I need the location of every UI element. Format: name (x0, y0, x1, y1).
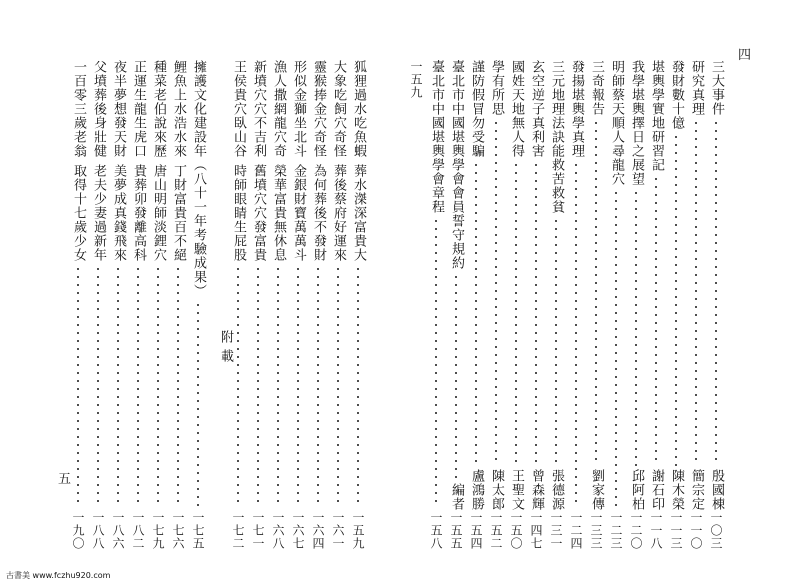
entry-author: 王聖文 (509, 469, 524, 511)
entry-page: 一三三 (589, 511, 603, 550)
leader-dots (237, 265, 239, 508)
entry-page: 一五四 (469, 511, 483, 550)
toc-entry (446, 60, 466, 550)
entry-title: 臺北市中國堪輿學會章程 (429, 60, 444, 214)
leader-dots (337, 265, 339, 508)
entry-page: 一五九 (351, 511, 365, 550)
entry-page: 一八二 (131, 511, 145, 550)
site-footer: 古書美 www.fczhu920.com (6, 571, 111, 580)
entry-title: 種菜老伯說來歷 (151, 60, 166, 158)
toc-entry (168, 60, 188, 550)
entry-title: 謹防假冒勿受騙 (469, 60, 484, 158)
entry-page: 一二三 (609, 511, 623, 550)
entry-title: 形似金獅坐北斗 (291, 60, 306, 158)
entry-page: 一八八 (91, 511, 105, 550)
page-number-left: 五 (58, 472, 72, 487)
entry-title: 我學堪輿擇日之展望 (629, 60, 644, 186)
leader-dots (655, 175, 657, 466)
entry-page: 一六一 (331, 511, 345, 550)
toc-entry (666, 60, 686, 550)
entry-title: 父墳葬後身壯健 (91, 60, 106, 158)
entry-subtitle: 丁財富貴百不絕 (171, 164, 186, 262)
entry-title: 堪輿學實地研習記 (649, 60, 664, 172)
leader-dots (157, 265, 159, 508)
entry-subtitle: 金銀財寶萬萬斗 (291, 164, 306, 262)
entry-page: 一一三 (669, 511, 683, 550)
toc-entry (148, 60, 168, 550)
entry-author: 張德源 (549, 469, 564, 511)
entry-page: 一九〇 (71, 511, 85, 550)
entry-title: 明師蔡天順人尋龍穴 (609, 60, 624, 186)
entry-page: 一二〇 (629, 511, 643, 550)
entry-page: 一七五 (191, 511, 205, 550)
entry-title: 臺北市中國堪輿學會會員誓守規約 (449, 60, 464, 270)
entry-title: 發財數十億 (669, 60, 684, 130)
leader-dots (455, 273, 457, 480)
toc-entry (546, 60, 566, 550)
entry-title: 學有所思 (489, 60, 504, 116)
entry-page: 一六四 (311, 511, 325, 550)
leader-dots (695, 119, 697, 466)
toc-entry (88, 60, 108, 550)
right-page (405, 0, 793, 585)
entry-author: 劉家傳 (589, 469, 604, 511)
leader-dots (475, 161, 477, 466)
toc-entry (348, 60, 368, 550)
toc-entry (626, 60, 646, 550)
entry-title: 正運生龍生虎口 (131, 60, 146, 158)
toc-entry (686, 60, 706, 550)
entry-page: 一一〇 (689, 511, 703, 550)
entry-title: 靈猴捧金穴奇怪 (311, 60, 326, 158)
toc-entry (228, 60, 248, 550)
toc-entry (108, 60, 128, 550)
leader-dots (137, 265, 139, 508)
entry-page: 一〇三 (709, 511, 723, 550)
leader-dots (715, 119, 717, 466)
entry-page: 一七二 (231, 511, 245, 550)
entry-title: 新墳穴穴不吉利 (251, 60, 266, 158)
entry-page: 一七九 (151, 511, 165, 550)
leader-dots (575, 161, 577, 508)
entry-title: 三奇報告 (589, 60, 604, 116)
entry-page: 一五八 (429, 511, 443, 550)
entry-page: 一六八 (271, 511, 285, 550)
entry-subtitle: 為何葬後不發財 (311, 164, 326, 262)
entry-author: 陳木榮 (669, 469, 684, 511)
toc-entry (466, 60, 486, 550)
entry-title: 三大事件 (709, 60, 724, 116)
leader-dots (555, 217, 557, 466)
leader-dots (595, 119, 597, 466)
entry-page: 一七六 (171, 511, 185, 550)
leader-dots (357, 265, 359, 508)
entry-page: 一五二 (489, 511, 503, 550)
entry-title: 玄空逆子真利害 (529, 60, 544, 158)
toc-entry (426, 60, 446, 550)
toc-entry (606, 60, 626, 550)
entry-subtitle: 取得十七歲少女 (71, 164, 86, 262)
toc-entry (526, 60, 546, 550)
entry-page: 一八六 (111, 511, 125, 550)
section-label: 附載 (218, 330, 233, 368)
leader-dots (297, 265, 299, 508)
entry-title: 一百零三歲老翁 (71, 60, 86, 158)
entry-title: 漁人撒網龍穴奇 (271, 60, 286, 158)
entry-author: 邱阿柏 (629, 469, 644, 511)
entry-title: 大象吃飼穴奇怪 (331, 60, 346, 158)
entry-subtitle: 榮華富貴無休息 (271, 164, 286, 262)
entry-subtitle: 舊墳穴穴發富貴 (251, 164, 266, 262)
leader-dots (277, 265, 279, 508)
entry-title: 鯉魚上水浩水來 (171, 60, 186, 158)
entry-subtitle: 貴葬卯發離高科 (131, 164, 146, 262)
toc-entry (308, 60, 328, 550)
entry-subtitle: 葬後蔡府好運來 (331, 164, 346, 262)
leader-dots (615, 189, 617, 508)
page-number-right: 四 (738, 48, 752, 63)
toc-entry (486, 60, 506, 550)
leader-dots (535, 161, 537, 466)
toc-entry (188, 60, 208, 550)
entry-page: 一二四 (569, 511, 583, 550)
entry-author: 曾森輝 (529, 469, 544, 511)
leader-dots (317, 265, 319, 508)
entry-page: 一三一 (549, 511, 563, 550)
toc-entry (706, 60, 726, 550)
entry-title: 國姓天地無人得 (509, 60, 524, 158)
entry-title: 夜半夢想發天財 (111, 60, 126, 158)
entry-author: 簡宗定 (689, 469, 704, 511)
toc-entry (406, 60, 426, 550)
entry-subtitle: 葬水滐深富貴大 (351, 164, 366, 262)
entry-author: 殷國棟 (709, 469, 724, 511)
toc-entry (566, 60, 586, 550)
entry-page: 一五五 (449, 511, 463, 550)
entry-page: 一四七 (529, 511, 543, 550)
toc-entry (646, 60, 666, 550)
entry-subtitle: 唐山明師淡鋰穴 (151, 164, 166, 262)
entry-page: 一六七 (291, 511, 305, 550)
entry-title: 擁護文化建設年（八十一年考驗成果） (191, 60, 206, 298)
leader-dots (197, 301, 199, 508)
leader-dots (495, 119, 497, 466)
leader-dots (177, 265, 179, 508)
leader-dots (77, 265, 79, 508)
entry-subtitle: 老夫少妻過新年 (91, 164, 106, 262)
toc-entry (268, 60, 288, 550)
leader-dots (435, 217, 437, 508)
entry-page: 一七一 (251, 511, 265, 550)
entry-page: 一一八 (649, 511, 663, 550)
leader-dots (257, 265, 259, 508)
toc-entry (506, 60, 526, 550)
toc-entry (288, 60, 308, 550)
leader-dots (117, 265, 119, 508)
toc-entry (586, 60, 606, 550)
entry-author: 陳太郎 (489, 469, 504, 511)
entry-page: 一五〇 (509, 511, 523, 550)
leader-dots (675, 133, 677, 466)
entry-title: 三元地理法訣能救苦救貧 (549, 60, 564, 214)
entry-title: 發揚堪輿學真理 (569, 60, 584, 158)
entry-page: 一五九 (409, 60, 423, 99)
toc-entry (248, 60, 268, 550)
entry-author: 盧鴻勝 (469, 469, 484, 511)
leader-dots (97, 265, 99, 508)
entry-author: 編者 (449, 483, 464, 511)
entry-author: 謝石印 (649, 469, 664, 511)
entry-title: 王侯貴穴臥山谷 (231, 60, 246, 158)
entry-title: 狐狸過水吃魚蝦 (351, 60, 366, 158)
entry-subtitle: 時師眼睛生屁股 (231, 164, 246, 262)
leader-dots (635, 189, 637, 466)
leader-dots (515, 161, 517, 466)
toc-entry (128, 60, 148, 550)
entry-subtitle: 美夢成真錢飛來 (111, 164, 126, 262)
toc-entry (328, 60, 348, 550)
entry-title: 研究真理 (689, 60, 704, 116)
